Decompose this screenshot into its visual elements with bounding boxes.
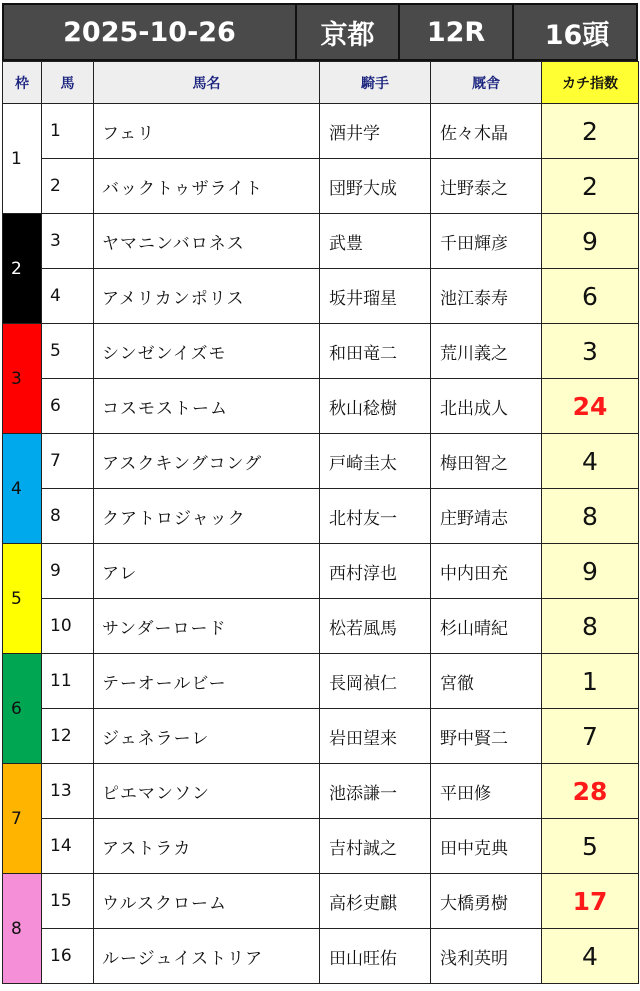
- kachi-index-cell: 6: [542, 269, 639, 324]
- table-row: [3, 159, 639, 214]
- race-card: [2, 3, 638, 984]
- trainer-cell: 池江泰寿: [431, 269, 542, 324]
- runner-count: 16頭: [512, 5, 640, 59]
- table-body: [3, 104, 639, 984]
- kachi-index-cell: 28: [542, 764, 639, 819]
- jockey-cell: 戸崎圭太: [320, 434, 431, 489]
- col-header-kachi: カチ指数: [542, 62, 639, 104]
- jockey-cell: 和田竜二: [320, 324, 431, 379]
- horse-name-cell: フェリ: [94, 104, 320, 159]
- horse-name-cell: ジェネラーレ: [94, 709, 320, 764]
- trainer-cell: 千田輝彦: [431, 214, 542, 269]
- horse-name-cell: アスクキングコング: [94, 434, 320, 489]
- horse-name-cell: ピエマンソン: [94, 764, 320, 819]
- horse-name-cell: クアトロジャック: [94, 489, 320, 544]
- waku-cell: 6: [3, 654, 42, 764]
- horse-number-cell: 13: [42, 764, 94, 819]
- horse-name-cell: アレ: [94, 544, 320, 599]
- col-header-trainer: 厩舎: [431, 62, 542, 104]
- waku-cell: 8: [3, 874, 42, 984]
- waku-cell: 1: [3, 104, 42, 214]
- trainer-cell: 浅利英明: [431, 929, 542, 984]
- jockey-cell: 田山旺佑: [320, 929, 431, 984]
- col-header-name: 馬名: [94, 62, 320, 104]
- trainer-cell: 野中賢二: [431, 709, 542, 764]
- waku-cell: 2: [3, 214, 42, 324]
- table-row: [3, 764, 639, 819]
- jockey-cell: 秋山稔樹: [320, 379, 431, 434]
- jockey-cell: 武豊: [320, 214, 431, 269]
- race-date: 2025-10-26: [63, 16, 236, 48]
- table-row: [3, 599, 639, 654]
- col-header-uma: 馬: [42, 62, 94, 104]
- kachi-index-cell: 2: [542, 159, 639, 214]
- horse-number-cell: 6: [42, 379, 94, 434]
- trainer-cell: 庄野靖志: [431, 489, 542, 544]
- trainer-cell: 杉山晴紀: [431, 599, 542, 654]
- trainer-cell: 辻野泰之: [431, 159, 542, 214]
- jockey-cell: 北村友一: [320, 489, 431, 544]
- table-row: [3, 269, 639, 324]
- horse-number-cell: 4: [42, 269, 94, 324]
- horse-name-cell: アストラカ: [94, 819, 320, 874]
- horse-number-cell: 3: [42, 214, 94, 269]
- trainer-cell: 平田修: [431, 764, 542, 819]
- table-row: [3, 709, 639, 764]
- jockey-cell: 西村淳也: [320, 544, 431, 599]
- horse-number-cell: 15: [42, 874, 94, 929]
- jockey-cell: 坂井瑠星: [320, 269, 431, 324]
- kachi-index-cell: 8: [542, 489, 639, 544]
- table-header-row: [3, 62, 639, 104]
- jockey-cell: 吉村誠之: [320, 819, 431, 874]
- trainer-cell: 北出成人: [431, 379, 542, 434]
- col-header-jockey: 騎手: [320, 62, 431, 104]
- trainer-cell: 宮徹: [431, 654, 542, 709]
- kachi-index-cell: 5: [542, 819, 639, 874]
- table-row: [3, 654, 639, 709]
- horse-number-cell: 12: [42, 709, 94, 764]
- horse-name-cell: ルージュイストリア: [94, 929, 320, 984]
- table-row: [3, 214, 639, 269]
- trainer-cell: 大橋勇樹: [431, 874, 542, 929]
- kachi-index-cell: 1: [542, 654, 639, 709]
- horse-name-cell: ウルスクローム: [94, 874, 320, 929]
- horse-name-cell: ヤマニンバロネス: [94, 214, 320, 269]
- kachi-index-cell: 9: [542, 544, 639, 599]
- jockey-cell: 岩田望来: [320, 709, 431, 764]
- horse-number-cell: 10: [42, 599, 94, 654]
- waku-cell: 3: [3, 324, 42, 434]
- kachi-index-cell: 17: [542, 874, 639, 929]
- horse-number-cell: 5: [42, 324, 94, 379]
- horse-name-cell: コスモストーム: [94, 379, 320, 434]
- jockey-cell: 団野大成: [320, 159, 431, 214]
- horse-number-cell: 14: [42, 819, 94, 874]
- jockey-cell: 酒井学: [320, 104, 431, 159]
- jockey-cell: 長岡禎仁: [320, 654, 431, 709]
- table-row: [3, 544, 639, 599]
- jockey-cell: 高杉吏麒: [320, 874, 431, 929]
- table-row: [3, 379, 639, 434]
- jockey-cell: 松若風馬: [320, 599, 431, 654]
- waku-cell: 7: [3, 764, 42, 874]
- horse-number-cell: 7: [42, 434, 94, 489]
- table-row: [3, 324, 639, 379]
- trainer-cell: 梅田智之: [431, 434, 542, 489]
- kachi-index-cell: 24: [542, 379, 639, 434]
- race-number: 12R: [398, 5, 512, 59]
- race-header: [2, 3, 638, 61]
- horse-number-cell: 9: [42, 544, 94, 599]
- kachi-index-cell: 2: [542, 104, 639, 159]
- horse-name-cell: サンダーロード: [94, 599, 320, 654]
- horse-number-cell: 2: [42, 159, 94, 214]
- kachi-index-cell: 9: [542, 214, 639, 269]
- table-row: [3, 929, 639, 984]
- kachi-index-cell: 7: [542, 709, 639, 764]
- trainer-cell: 荒川義之: [431, 324, 542, 379]
- horse-name-cell: シンゼンイズモ: [94, 324, 320, 379]
- jockey-cell: 池添謙一: [320, 764, 431, 819]
- kachi-index-cell: 8: [542, 599, 639, 654]
- waku-cell: 4: [3, 434, 42, 544]
- horse-number-cell: 1: [42, 104, 94, 159]
- table-row: [3, 874, 639, 929]
- race-venue: 京都: [295, 5, 398, 59]
- trainer-cell: 田中克典: [431, 819, 542, 874]
- entry-table: [2, 61, 639, 984]
- horse-number-cell: 16: [42, 929, 94, 984]
- waku-cell: 5: [3, 544, 42, 654]
- horse-number-cell: 11: [42, 654, 94, 709]
- horse-name-cell: テーオールビー: [94, 654, 320, 709]
- kachi-index-cell: 3: [542, 324, 639, 379]
- kachi-index-cell: 4: [542, 434, 639, 489]
- col-header-waku: 枠: [3, 62, 42, 104]
- table-row: [3, 104, 639, 159]
- horse-name-cell: アメリカンポリス: [94, 269, 320, 324]
- horse-number-cell: 8: [42, 489, 94, 544]
- table-row: [3, 489, 639, 544]
- table-row: [3, 819, 639, 874]
- table-row: [3, 434, 639, 489]
- kachi-index-cell: 4: [542, 929, 639, 984]
- trainer-cell: 佐々木晶: [431, 104, 542, 159]
- horse-name-cell: バックトゥザライト: [94, 159, 320, 214]
- trainer-cell: 中内田充: [431, 544, 542, 599]
